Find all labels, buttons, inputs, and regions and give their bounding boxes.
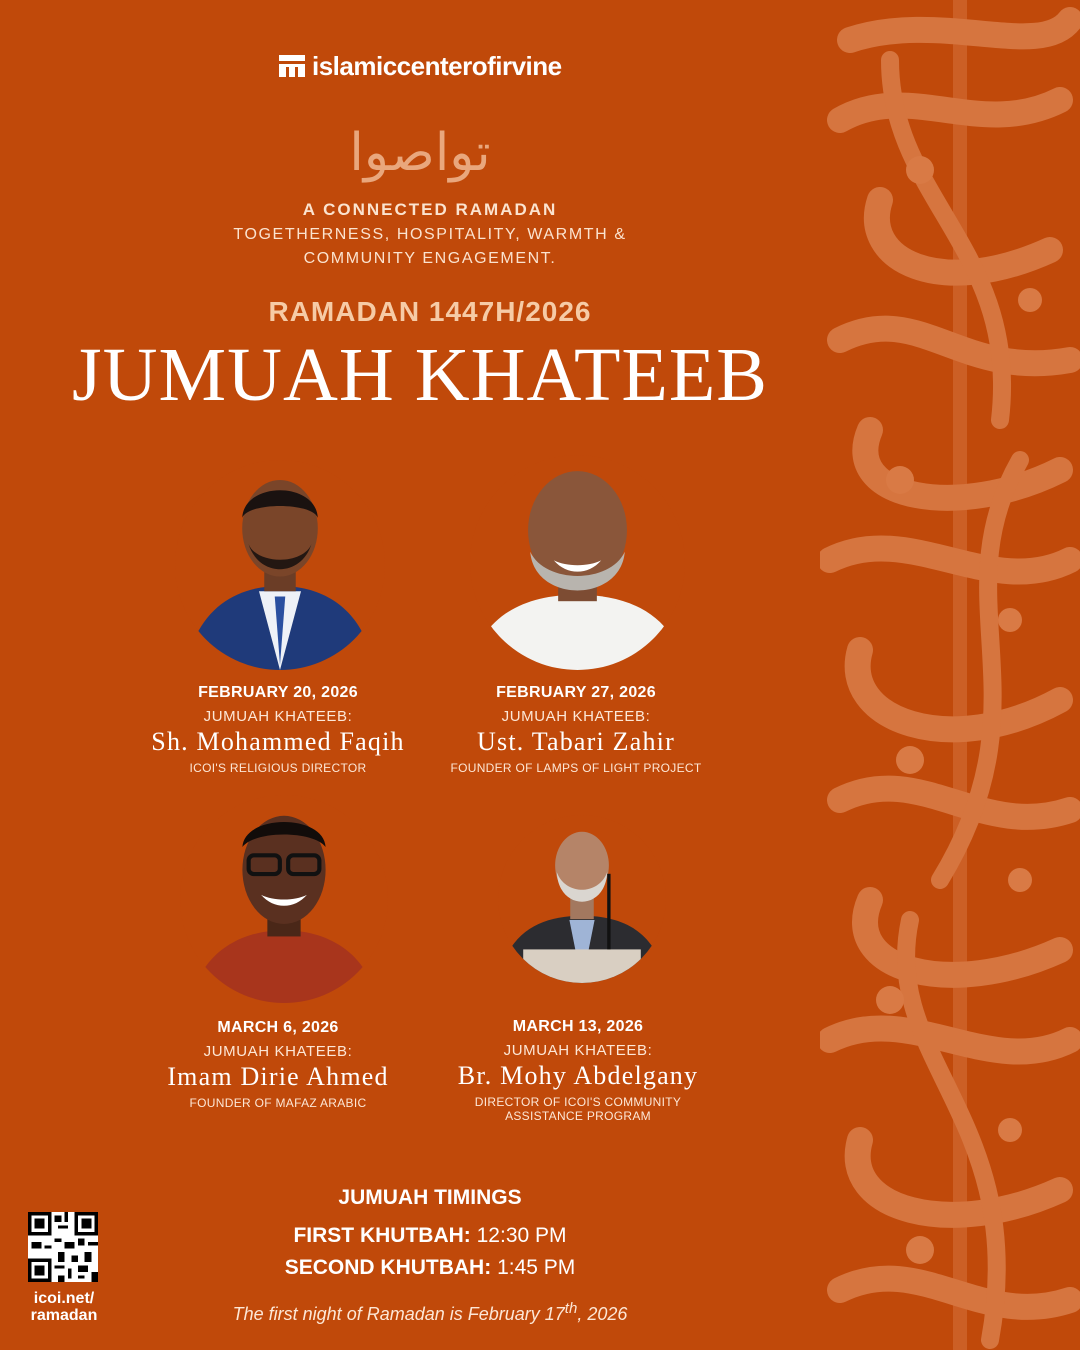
speaker-date: FEBRUARY 27, 2026 — [496, 684, 656, 701]
second-khutbah-time: 1:45 PM — [497, 1256, 576, 1279]
speaker-card-4 — [418, 1018, 738, 1123]
event-subtitle: RAMADAN 1447H/2026 — [268, 296, 592, 327]
logo-text: islamiccenterofirvine — [312, 50, 562, 81]
first-khutbah-time: 12:30 PM — [476, 1224, 567, 1247]
speaker-role: JUMUAH KHATEEB: — [203, 1043, 353, 1060]
event-title: JUMUAH KHATEEB — [72, 333, 768, 417]
note-superscript: th — [564, 1300, 578, 1317]
calligraphy-decoration — [820, 0, 1080, 1350]
speaker-description: ICOI'S RELIGIOUS DIRECTOR — [189, 761, 367, 775]
qr-label-line-2: ramadan — [30, 1307, 98, 1324]
speaker-description: FOUNDER OF MAFAZ ARABIC — [189, 1096, 367, 1110]
speaker-date: MARCH 6, 2026 — [217, 1019, 339, 1036]
qr-label-line-1: icoi.net/ — [33, 1290, 95, 1307]
organization-logo — [278, 50, 578, 82]
note-prefix: The first night of Ramadan is February 17 — [232, 1304, 565, 1324]
speaker-name: Br. Mohy Abdelgany — [457, 1061, 699, 1090]
speaker-role: JUMUAH KHATEEB: — [501, 708, 651, 725]
speaker-photo-3 — [180, 795, 388, 1003]
speaker-name: Ust. Tabari Zahir — [477, 727, 675, 756]
second-khutbah-label: SECOND KHUTBAH: — [284, 1256, 492, 1279]
speaker-name: Imam Dirie Ahmed — [167, 1062, 389, 1091]
qr-code[interactable] — [28, 1212, 98, 1282]
speaker-card-3 — [118, 1019, 438, 1110]
speaker-date: FEBRUARY 20, 2026 — [198, 684, 358, 701]
timings-title: JUMUAH TIMINGS — [338, 1186, 522, 1209]
first-khutbah-row — [180, 1224, 680, 1248]
tagline-main: A CONNECTED RAMADAN — [302, 200, 558, 219]
speaker-description-line-1: DIRECTOR OF ICOI'S COMMUNITY — [474, 1095, 682, 1109]
speaker-name: Sh. Mohammed Faqih — [151, 727, 405, 756]
qr-link-label[interactable] — [14, 1290, 114, 1324]
arabic-title — [330, 108, 510, 198]
speaker-description: FOUNDER OF LAMPS OF LIGHT PROJECT — [450, 761, 702, 775]
speaker-photo-1 — [175, 460, 385, 670]
note-suffix: , 2026 — [577, 1304, 628, 1324]
ramadan-start-note — [120, 1300, 740, 1325]
second-khutbah-row — [180, 1256, 680, 1280]
speaker-description-line-2: ASSISTANCE PROGRAM — [505, 1109, 651, 1123]
arabic-title-text: تواصوا — [349, 123, 491, 183]
tagline-line-2: COMMUNITY ENGAGEMENT. — [303, 250, 557, 267]
speaker-role: JUMUAH KHATEEB: — [203, 708, 353, 725]
speaker-photo-2 — [470, 455, 685, 670]
speaker-card-1 — [118, 684, 438, 775]
speaker-photo-4 — [498, 815, 666, 983]
speaker-description — [418, 1095, 738, 1123]
tagline-sub — [160, 223, 700, 271]
speaker-date: MARCH 13, 2026 — [512, 1018, 644, 1035]
speaker-role: JUMUAH KHATEEB: — [503, 1042, 653, 1059]
tagline-line-1: TOGETHERNESS, HOSPITALITY, WARMTH & — [233, 226, 627, 243]
first-khutbah-label: FIRST KHUTBAH: — [293, 1224, 471, 1247]
kaaba-icon — [278, 53, 306, 79]
speaker-card-2 — [416, 684, 736, 775]
